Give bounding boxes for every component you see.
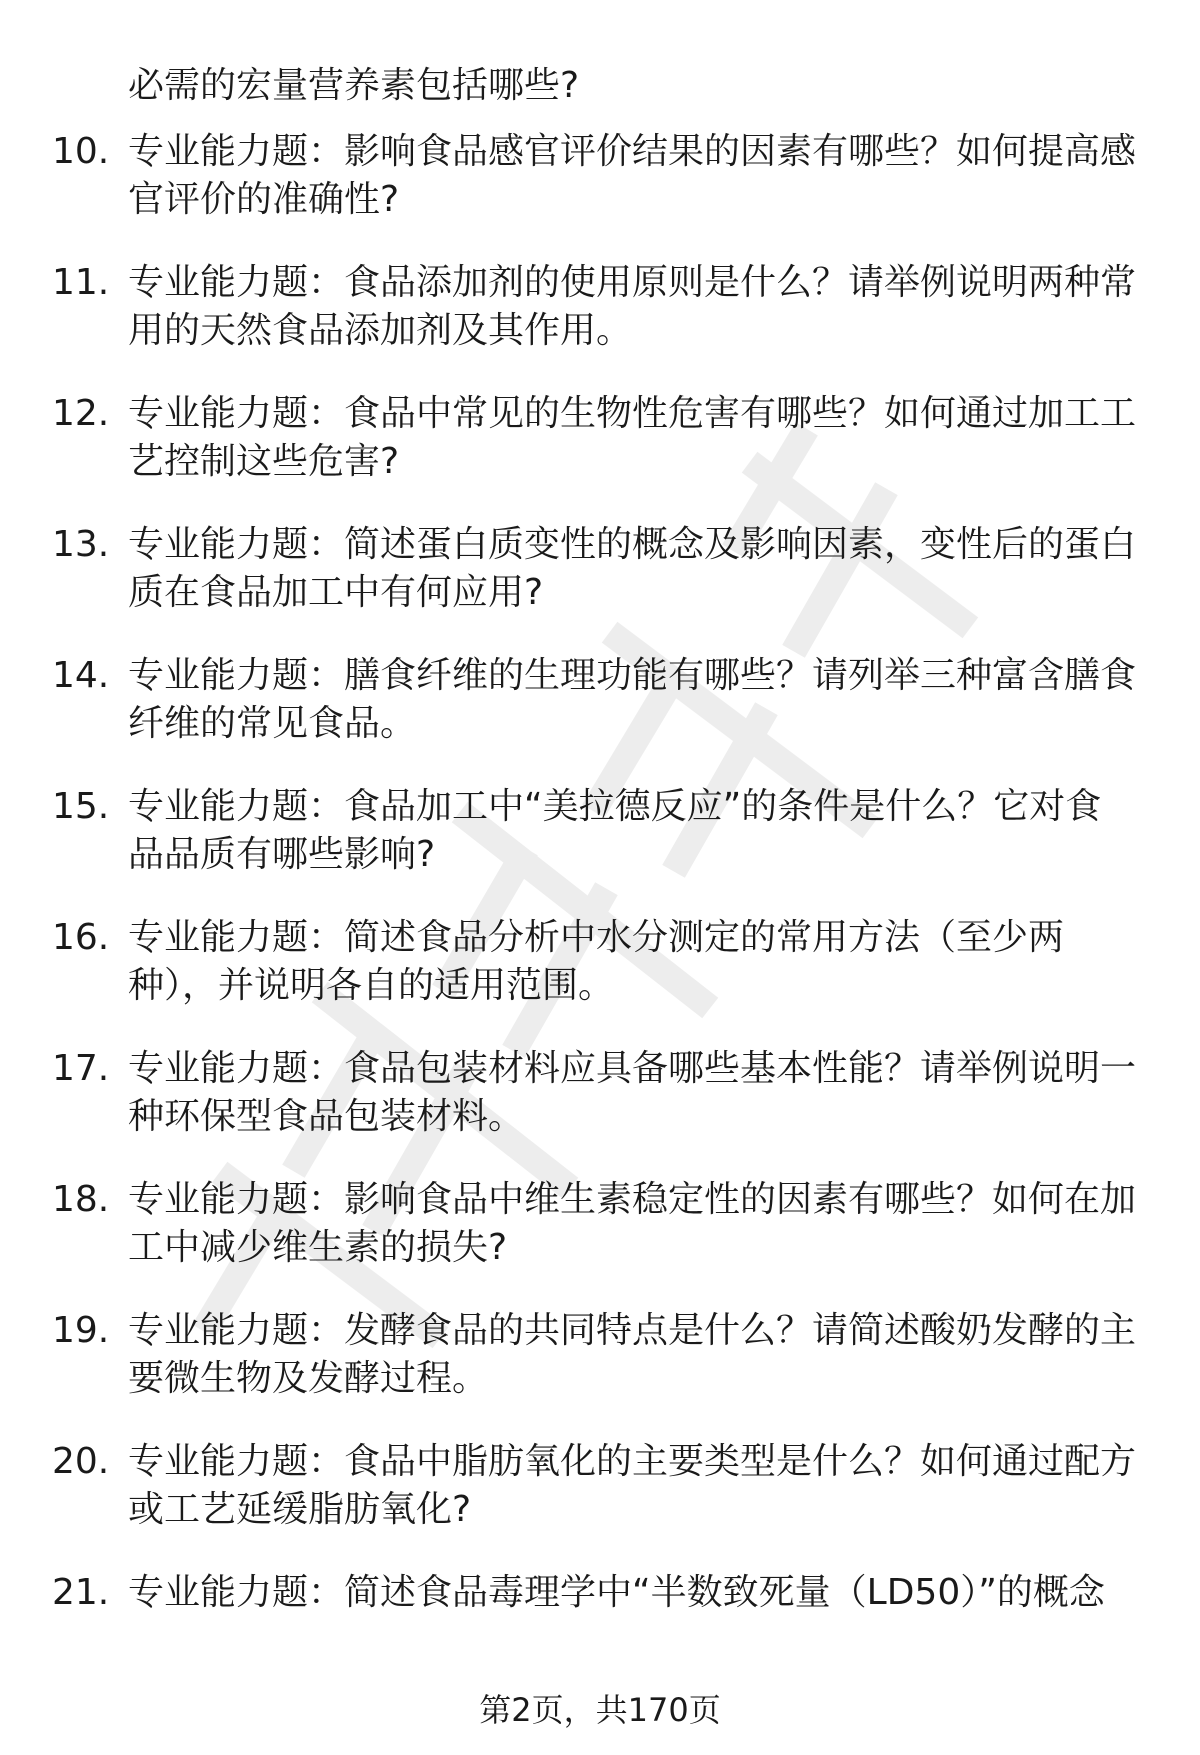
question-number: 11. xyxy=(52,262,110,303)
question-number: 21. xyxy=(52,1572,110,1613)
question-text xyxy=(128,1307,1178,1403)
question-line: 品品质有哪些影响? xyxy=(128,834,436,875)
question-text xyxy=(128,128,1178,224)
question-line: 专业能力题：发酵食品的共同特点是什么？请简述酸奶发酵的主 xyxy=(128,1310,1137,1351)
question-line: 官评价的准确性? xyxy=(128,179,400,220)
question-line: 专业能力题：食品中脂肪氧化的主要类型是什么？如何通过配方 xyxy=(128,1441,1137,1482)
question-line: 艺控制这些危害? xyxy=(128,441,400,482)
question-line: 专业能力题：简述食品毒理学中“半数致死量（LD50）”的概念 xyxy=(128,1572,1105,1613)
question-number: 19. xyxy=(52,1310,110,1351)
question-number: 10. xyxy=(52,131,110,172)
question-line: 专业能力题：膳食纤维的生理功能有哪些？请列举三种富含膳食 xyxy=(128,655,1137,696)
question-text xyxy=(128,1438,1178,1534)
question-line: 纤维的常见食品。 xyxy=(128,703,417,744)
question-line: 工中减少维生素的损失? xyxy=(128,1227,508,1268)
question-line: 专业能力题：影响食品感官评价结果的因素有哪些？如何提高感 xyxy=(128,131,1137,172)
question-text xyxy=(128,652,1178,748)
question-text xyxy=(128,390,1178,486)
question-text xyxy=(128,1569,1178,1617)
page-footer: 第2页，共170页 xyxy=(479,1691,721,1729)
question-number: 18. xyxy=(52,1179,110,1220)
question-number: 16. xyxy=(52,917,110,958)
question-text xyxy=(128,521,1178,617)
question-line: 质在食品加工中有何应用? xyxy=(128,572,544,613)
question-text xyxy=(128,1176,1178,1272)
question-line: 专业能力题：食品中常见的生物性危害有哪些？如何通过加工工 xyxy=(128,393,1137,434)
question-text xyxy=(128,914,1178,1010)
question-line: 专业能力题：简述蛋白质变性的概念及影响因素，变性后的蛋白 xyxy=(128,524,1137,565)
question-line: 专业能力题：食品加工中“美拉德反应”的条件是什么？它对食 xyxy=(128,786,1102,827)
question-line: 种），并说明各自的适用范围。 xyxy=(128,965,615,1006)
question-line: 专业能力题：食品添加剂的使用原则是什么？请举例说明两种常 xyxy=(128,262,1137,303)
question-number: 14. xyxy=(52,655,110,696)
question-line: 或工艺延缓脂肪氧化? xyxy=(128,1489,472,1530)
question-number: 17. xyxy=(52,1048,110,1089)
question-line: 用的天然食品添加剂及其作用。 xyxy=(128,310,633,351)
question-line: 种环保型食品包装材料。 xyxy=(128,1096,525,1137)
question-line: 专业能力题：影响食品中维生素稳定性的因素有哪些？如何在加 xyxy=(128,1179,1137,1220)
question-number: 12. xyxy=(52,393,110,434)
question-number: 15. xyxy=(52,786,110,827)
question-text xyxy=(128,1045,1178,1141)
question-line: 专业能力题：食品包装材料应具备哪些基本性能？请举例说明一 xyxy=(128,1048,1137,1089)
continuation-text: 必需的宏量营养素包括哪些? xyxy=(128,65,580,106)
question-text xyxy=(128,259,1178,355)
question-line: 专业能力题：简述食品分析中水分测定的常用方法（至少两 xyxy=(128,917,1065,958)
question-text xyxy=(128,783,1178,879)
question-line: 要微生物及发酵过程。 xyxy=(128,1358,489,1399)
question-number: 13. xyxy=(52,524,110,565)
question-number: 20. xyxy=(52,1441,110,1482)
